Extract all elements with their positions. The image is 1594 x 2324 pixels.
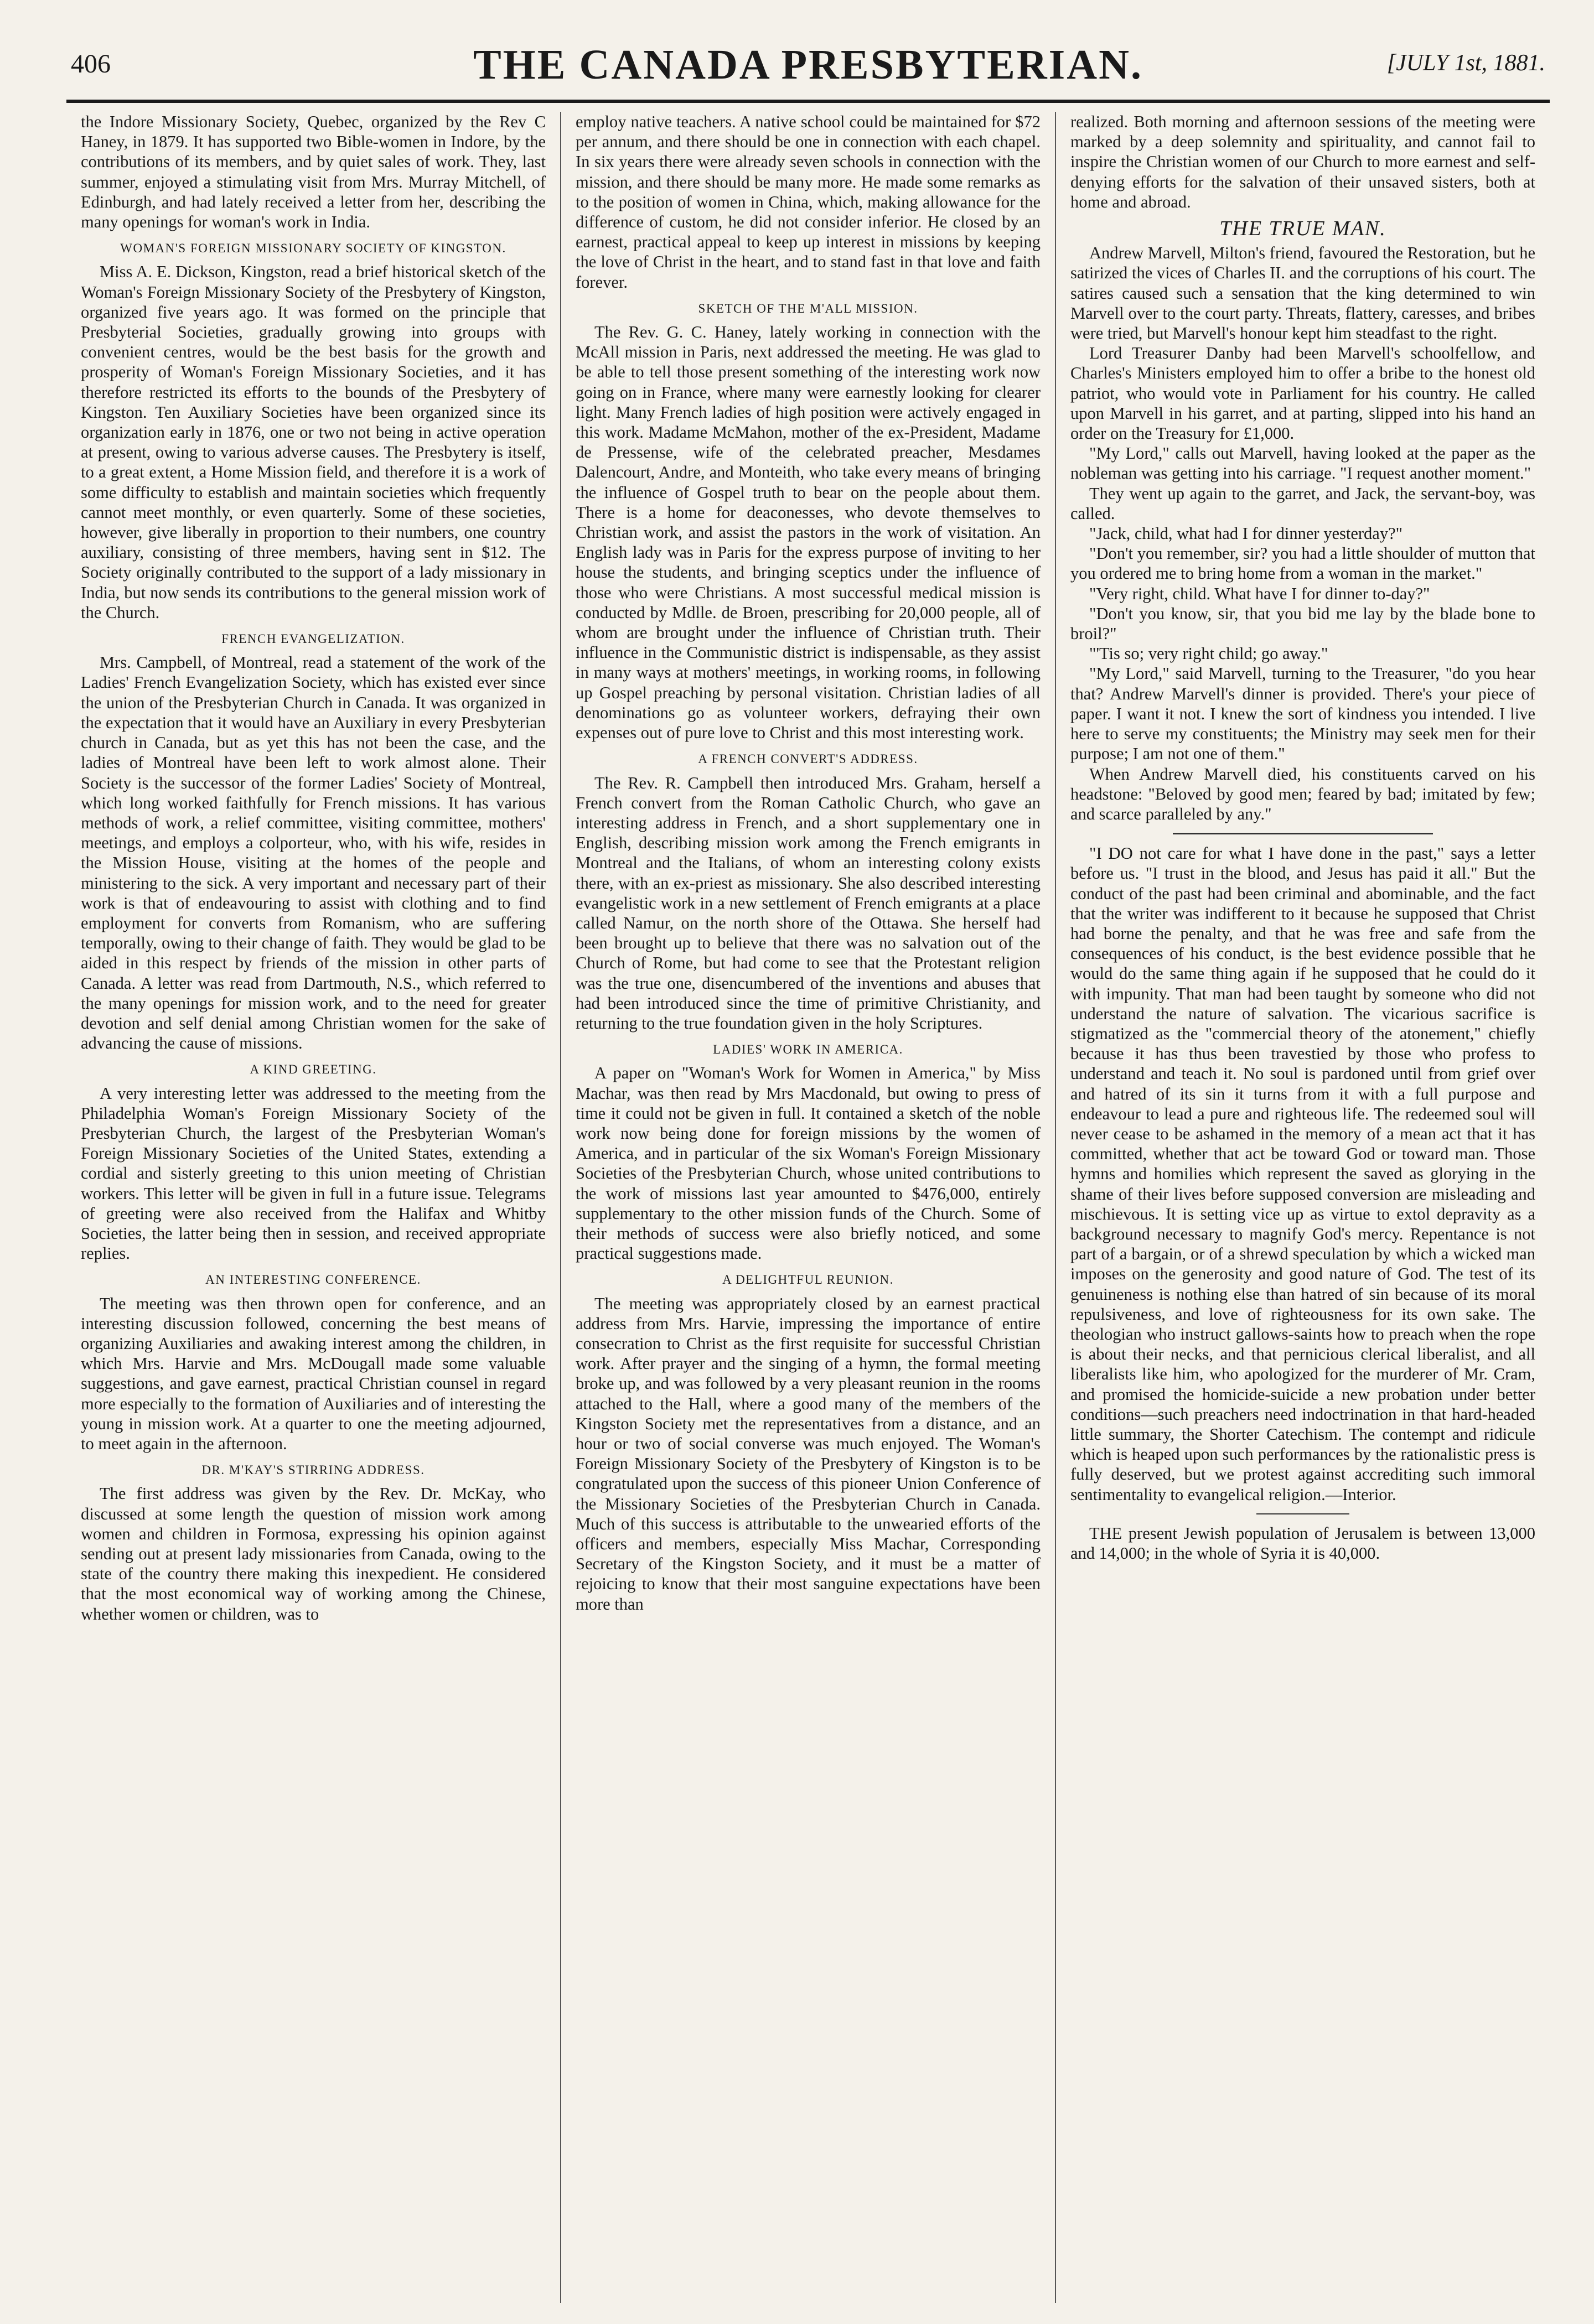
section-heading: FRENCH EVANGELIZATION.	[221, 632, 405, 646]
paragraph: realized. Both morning and afternoon sessions of the meeting were marked by a deep solemnity and spirituality, and cannot fail to inspire the Christian women of our Church to more earnest and self-denying efforts for the salvation of their unsaved sisters, both at home and abroad.	[1070, 112, 1535, 211]
paragraph: Andrew Marvell, Milton's friend, favoured the Restoration, but he satirized the vices of Charles II. and the corruptions of his court. The satires caused such a sensation that the king determined to win Marvell over to the court party. Threats, flattery, caresses, and bribes were tried, but Marvell's honour kept him steadfast to the right.	[1070, 243, 1535, 343]
paragraph: Mrs. Campbell, of Montreal, read a statement of the work of the Ladies' French Evangelization Society, which has existed ever since the union of the Presbyterian Church in Canada. It was organized in the expectation that it would have an Auxiliary in every Presbyterian church in Canada, but as yet this has not been the case, and the ladies of Montreal have been left to work almost alone. Their Society is the successor of the former Ladies' Society of Montreal, which long worked faithfully for French missions. It has various methods of work, a relief committee, visiting committee, mothers' meetings, and employs a colporteur, who, with his wife, resides in the Mission House, visiting at the homes of the people and ministering to the sick. A very important and necessary part of their work is that of endeavouring to assist with clothing and to find employment for converts from Romanism, who are suffering temporally, owing to their change of faith. They would be glad to be aided in this respect by friends of the mission in other parts of Canada. A letter was read from Dartmouth, N.S., which referred to the many openings for mission work, and to the need for greater devotion and self denial among Christian women for the sake of advancing the cause of missions.	[81, 653, 546, 1053]
article-columns	[66, 112, 1550, 2303]
paragraph: A paper on "Woman's Work for Women in America," by Miss Machar, was then read by Mrs Macdonald, but owing to press of time it could not be given in full. It contained a sketch of the noble work now being done for foreign missions by the women of America, and in particular of the six Woman's Foreign Missionary Societies of the Presbyterian Church, whose united contributions to the work of missions last year amounted to $476,000, entirely supplementary to the other mission funds of the Church. Some of their methods of success were also briefly noticed, and some practical suggestions made.	[576, 1064, 1041, 1263]
paragraph: "My Lord," said Marvell, turning to the Treasurer, "do you hear that? Andrew Marvell's dinner is provided. There's your piece of paper. I want it not. I knew the sort of kindness you intended. I live here to serve my constituents; the Ministry may seek men for their purpose; I am not one of them."	[1070, 664, 1535, 764]
section-heading: A KIND GREETING.	[250, 1062, 377, 1077]
paragraph: "My Lord," calls out Marvell, having looked at the paper as the nobleman was getting into his carriage. "I request another moment."	[1070, 444, 1535, 483]
paragraph: The meeting was appropriately closed by an earnest practical address from Mrs. Harvie, impressing the importance of entire consecration to Christ as the first requisite for successful Christian work. After prayer and the singing of a hymn, the formal meeting broke up, and was followed by a very pleasant reunion in the rooms attached to the Hall, where a good many of the members of the Kingston Society met the representatives from a distance, and an hour or two of social converse was much enjoyed. The Woman's Foreign Missionary Society of the Presbytery of Kingston is to be congratulated upon the success of this pioneer Union Conference of the Missionary Societies of the Presbyterian Church in Canada. Much of this success is attributable to the unwearied efforts of the officers and members, especially Miss Machar, Corresponding Secretary of the Kingston Society, and it must be a matter of rejoicing to know that their most sanguine expectations have been more than	[576, 1294, 1041, 1614]
divider	[1256, 1513, 1349, 1514]
masthead-title: THE CANADA PRESBYTERIAN.	[473, 42, 1143, 88]
page-header	[66, 39, 1550, 103]
paragraph: When Andrew Marvell died, his constituents carved on his headstone: "Beloved by good men; feared by bad; imitated by few; and scarce paralleled by any."	[1070, 764, 1535, 823]
column-2	[560, 112, 1055, 2303]
paragraph: The first address was given by the Rev. Dr. McKay, who discussed at some length the question of mission work among women and children in Formosa, expressing his opinion against sending out at present lady missionaries from Canada, owing to the state of the country there making this inexpedient. He considered that the most economical way of working among the Chinese, whether women or children, was to	[81, 1484, 546, 1623]
section-heading: WOMAN'S FOREIGN MISSIONARY SOCIETY OF KINGSTON.	[120, 241, 506, 256]
section-heading: SKETCH OF THE M'ALL MISSION.	[698, 301, 918, 315]
issue-date: [JULY 1st, 1881.	[1386, 50, 1545, 76]
section-heading: DR. M'KAY'S STIRRING ADDRESS.	[201, 1463, 425, 1477]
paragraph: The meeting was then thrown open for conference, and an interesting discussion followed, concerning the best means of organizing Auxiliaries and awaking interest among the children, in which Mrs. Harvie and Mrs. McDougall made some valuable suggestions, and gave earnest, practical Christian counsel in regard more especially to the formation of Auxiliaries and of interesting the young in mission work. At a quarter to one the meeting adjourned, to meet again in the afternoon.	[81, 1294, 546, 1453]
paragraph: Miss A. E. Dickson, Kingston, read a brief historical sketch of the Woman's Foreign Missionary Society of the Presbytery of Kingston, organized five years ago. It was formed on the principle that Presbyterial Societies, gradually growing into groups with convenient centres, would be the best basis for the growth and prosperity of Woman's Foreign Missionary Societies, and it has therefore restricted its efforts to the bounds of the Presbytery of Kingston. Ten Auxiliary Societies have been organized since its organization early in 1876, one or two not being in active operation at present, owing to various adverse causes. The Presbytery is itself, to a great extent, a Home Mission field, and therefore it is a work of some difficulty to establish and maintain societies which frequently cannot meet monthly, or even quarterly. Some of these societies, however, give liberally in proportion to their numbers, one country auxiliary, consisting of three members, having sent in $12. The Society originally contributed to the support of a lady missionary in India, but now sends its contributions to the general mission work of the Church.	[81, 262, 546, 622]
paragraph: The Rev. G. C. Haney, lately working in connection with the McAll mission in Paris, next addressed the meeting. He was glad to be able to tell those present something of the interesting work now going on in France, where many were earnestly looking for clearer light. Many French ladies of high position were actively engaged in this work. Madame McMahon, mother of the ex-President, Madame de Pressense, wife of the celebrated preacher, Mesdames Dalencourt, Andre, and Monteith, who take every means of bringing the influence of Gospel truth to bear on the people about them. There is a home for deaconesses, who devote themselves to Christian work, and assist the pastors in the work of visitation. An English lady was in Paris for the express purpose of inviting to her house the students, and bringing sceptics under the influence of those who were Christians. A most successful medical mission is conducted by Mdlle. de Broen, prescribing for 20,000 people, all of whom are brought under the influence of Christian truth. Their influence in the Communistic district is indispensable, as they assist in many ways at mothers' meetings, in working rooms, in following up Gospel preaching by personal visitation. Christian ladies of all denominations go as volunteer workers, defraying their own expenses out of pure love to Christ and this most interesting work.	[576, 323, 1041, 743]
paragraph: "Don't you remember, sir? you had a little shoulder of mutton that you ordered me to bring home from a woman in the market."	[1070, 544, 1535, 583]
paragraph: They went up again to the garret, and Jack, the servant-boy, was called.	[1070, 484, 1535, 523]
paragraph: "'Tis so; very right child; go away."	[1089, 644, 1328, 663]
article-title: THE TRUE MAN.	[1219, 217, 1386, 241]
paragraph: the Indore Missionary Society, Quebec, organized by the Rev C Haney, in 1879. It has supported two Bible-women in Indore, by the contributions of its members, and by quiet sales of work. They, last summer, enjoyed a stimulating visit from Mrs. Murray Mitchell, of Edinburgh, and had lately received a letter from her, describing the many openings for woman's work in India.	[81, 112, 546, 232]
divider	[1173, 833, 1433, 834]
section-heading: A DELIGHTFUL REUNION.	[722, 1273, 894, 1287]
paragraph: THE present Jewish population of Jerusalem is between 13,000 and 14,000; in the whole of Syria it is 40,000.	[1070, 1523, 1535, 1563]
paragraph: employ native teachers. A native school could be maintained for $72 per annum, and there should be one in connection with each chapel. In six years there were already seven schools in connection with the mission, and there should be many more. He made some remarks as to the position of women in China, which, making allowance for the difference of custom, he did not consider inferior. He closed by an earnest, practical appeal to keep up interest in missions by keeping the love of Christ in the heart, and to stand fast in that love and faith forever.	[576, 112, 1041, 292]
section-heading: LADIES' WORK IN AMERICA.	[713, 1042, 903, 1057]
section-heading: AN INTERESTING CONFERENCE.	[205, 1273, 421, 1287]
paragraph: A very interesting letter was addressed to the meeting from the Philadelphia Woman's Foreign Missionary Society of the Presbyterian Church, the largest of the Presbyterian Woman's Foreign Missionary Societies of the United States, extending a cordial and sisterly greeting to this union meeting of Christian workers. This letter will be given in full in a future issue. Telegrams of greeting were also received from the Halifax and Whitby Societies, the latter being then in session, and received appropriate replies.	[81, 1083, 546, 1263]
paragraph: Lord Treasurer Danby had been Marvell's schoolfellow, and Charles's Ministers employed him to offer a bribe to the honest old patriot, who would vote in Parliament for his country. He called upon Marvell in his garret, and at parting, slipped into his hand an order on the Treasury for £1,000.	[1070, 344, 1535, 443]
paragraph: "I DO not care for what I have done in the past," says a letter before us. "I trust in the blood, and Jesus has paid it all." But the conduct of the past had been criminal and abominable, and the fact that the writer was indifferent to it because he supposed that Christ had borne the penalty, and that he was free and safe from the consequences of his conduct, is the best evidence possible that he would do the same thing again if he supposed that he could do it with impunity. That man had been taught by someone who did not understand the nature of salvation. The vicarious sacrifice is stigmatized as the "commercial theory of the atonement," chiefly because it has thus been travestied by those who profess to understand and teach it. No soul is pardoned until from grief over and hatred of its sin it turns from it with a full purpose and endeavour to lead a pure and righteous life. The redeemed soul will never cease to be ashamed in the memory of a mean act that it has committed, whether that act be toward God or toward man. Those hymns and homilies which represent the saved as glorying in the shame of their lives before supposed conversion are misleading and mischievous. It is setting vice up as virtue to extol depravity as a background necessary to magnify God's mercy. Repentance is not part of a bargain, or of a shrewd speculation by which a wicked man imposes on the generosity and good nature of God. The test of its genuineness is nothing else than hatred of sin because of its moral repulsiveness, and love of righteousness for its own sake. The theologian who instruct gallows-saints how to preach when the rope is about their necks, and that pernicious clerical liberalist, and all liberalists like him, who apologized for the murderer of Mr. Cram, and promised the homicide-suicide a new probation under better conditions—such preachers need indoctrination in that hard-headed little summary, the Shorter Catechism. The contempt and ridicule which is heaped upon such performances by the rationalistic press is fully deserved, but we protest against accrediting such immoral sentimentality to evangelical religion.—Interior.	[1070, 844, 1535, 1504]
paragraph: "Very right, child. What have I for dinner to-day?"	[1089, 584, 1430, 603]
column-1	[66, 112, 560, 2303]
column-3	[1055, 112, 1550, 2303]
paragraph: "Jack, child, what had I for dinner yesterday?"	[1089, 524, 1403, 543]
paragraph: "Don't you know, sir, that you bid me lay by the blade bone to broil?"	[1070, 604, 1535, 644]
section-heading: A FRENCH CONVERT'S ADDRESS.	[698, 752, 918, 766]
page-number: 406	[71, 49, 111, 79]
paragraph: The Rev. R. Campbell then introduced Mrs. Graham, herself a French convert from the Roman Catholic Church, who gave an interesting address in French, and a short supplementary one in English, describing mission work among the French emigrants in Montreal and the Italians, of whom an interesting colony exists there, with an ex-priest as missionary. She also described interesting evangelistic work in a new settlement of French emigrants at a place called Namur, on the north shore of the Ottawa. She herself had been brought up to believe that there was no salvation out of the Church of Rome, but had come to see that the Protestant religion was the true one, disencumbered of the inventions and abuses that had been introduced since the time of primitive Christianity, and returning to the true foundation given in the holy Scriptures.	[576, 773, 1041, 1033]
